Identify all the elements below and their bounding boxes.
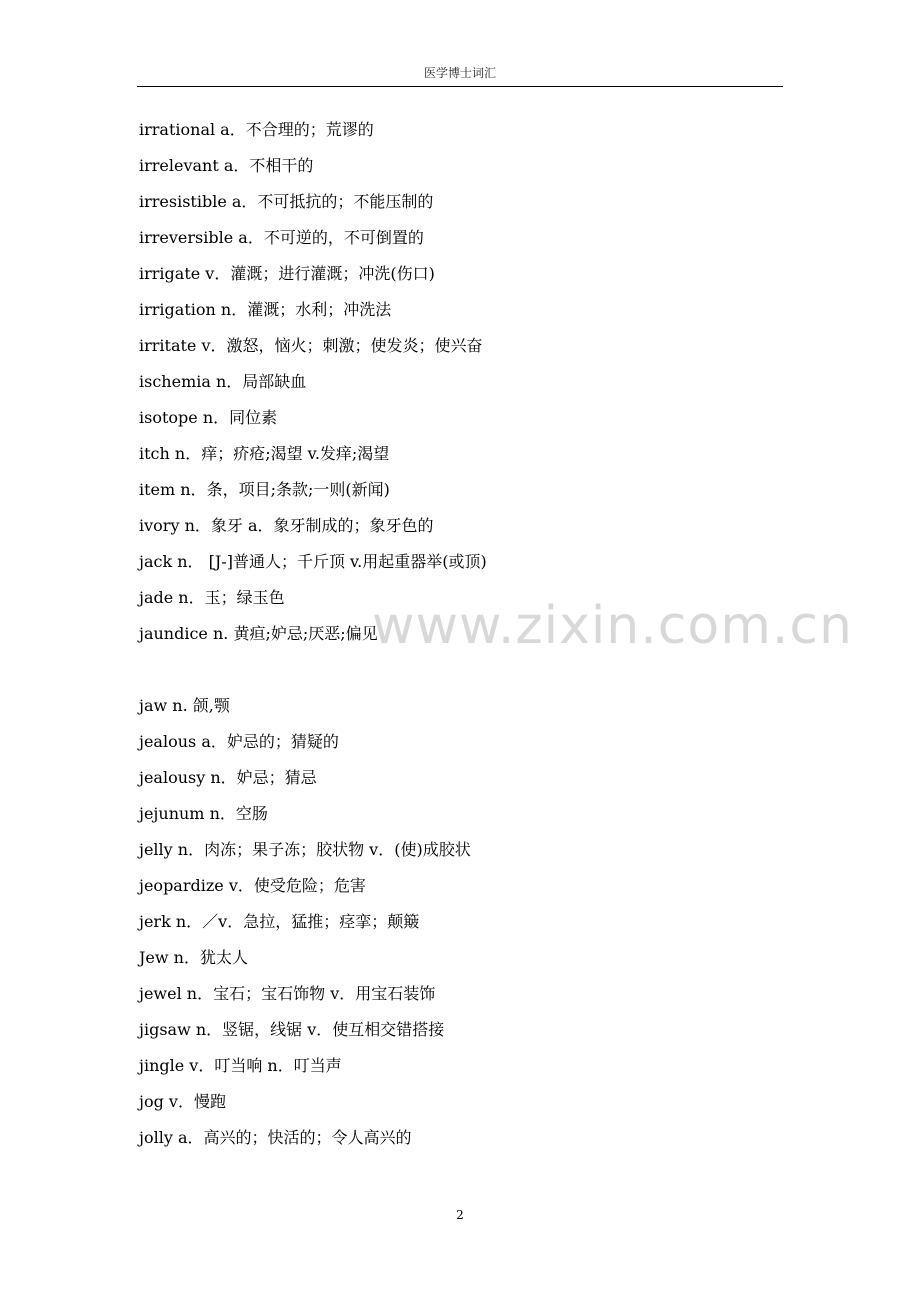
vocab-entry: ivory n．象牙 a．象牙制成的；象牙色的 <box>139 516 434 535</box>
vocab-entry: jelly n．肉冻；果子冻；胶状物 v．(使)成胶状 <box>139 840 471 859</box>
vocab-entry: irrigation n．灌溉；水利；冲洗法 <box>139 300 392 319</box>
page-header <box>137 60 783 87</box>
vocab-entry: jigsaw n．竖锯，线锯 v．使互相交错搭接 <box>139 1020 445 1039</box>
vocab-entry: irrigate v．灌溉；进行灌溉；冲洗(伤口) <box>139 264 435 283</box>
vocab-entry: irritate v．激怒，恼火；刺激；使发炎；使兴奋 <box>139 336 483 355</box>
watermark: www.zixin.com.cn <box>372 596 853 656</box>
vocab-entry: item n．条，项目;条款;一则(新闻) <box>139 480 390 499</box>
vocab-entry: jerk n．／v．急拉，猛推；痉挛；颠簸 <box>139 912 420 931</box>
vocab-entry: jolly a．高兴的；快活的；令人高兴的 <box>139 1128 412 1147</box>
header-title: 医学博士词汇 <box>423 66 496 80</box>
vocab-entry: irrelevant a．不相干的 <box>139 156 314 175</box>
vocab-entry: jade n．玉；绿玉色 <box>139 588 285 607</box>
vocab-entry: jog v．慢跑 <box>139 1092 226 1111</box>
vocab-entry: jeopardize v．使受危险；危害 <box>139 876 366 895</box>
vocab-entry: ischemia n．局部缺血 <box>139 372 307 391</box>
vocab-entry: jaundice n. 黄疸;妒忌;厌恶;偏见 <box>139 624 378 643</box>
vocab-entry: jealous a．妒忌的；猜疑的 <box>139 732 339 751</box>
vocab-entry: jaw n. 颌,颚 <box>139 696 230 715</box>
vocab-entry: jewel n．宝石；宝石饰物 v．用宝石装饰 <box>139 984 436 1003</box>
vocab-entry: irreversible a．不可逆的，不可倒置的 <box>139 228 424 247</box>
vocab-entry: jingle v．叮当响 n．叮当声 <box>139 1056 342 1075</box>
vocab-entry: irresistible a．不可抵抗的；不能压制的 <box>139 192 434 211</box>
vocab-entry: Jew n．犹太人 <box>139 948 248 967</box>
vocab-entry: jack n． [J-]普通人；千斤顶 v.用起重器举(或顶) <box>139 552 487 571</box>
vocab-entry: jejunum n．空肠 <box>139 804 268 823</box>
vocab-entry: jealousy n．妒忌；猜忌 <box>139 768 317 787</box>
vocab-entry: isotope n．同位素 <box>139 408 278 427</box>
vocab-entry: irrational a．不合理的；荒谬的 <box>139 120 374 139</box>
vocabulary-list <box>139 112 779 1156</box>
vocab-entry: itch n．痒；疥疮;渴望 v.发痒;渴望 <box>139 444 390 463</box>
page-number: 2 <box>456 1208 464 1222</box>
